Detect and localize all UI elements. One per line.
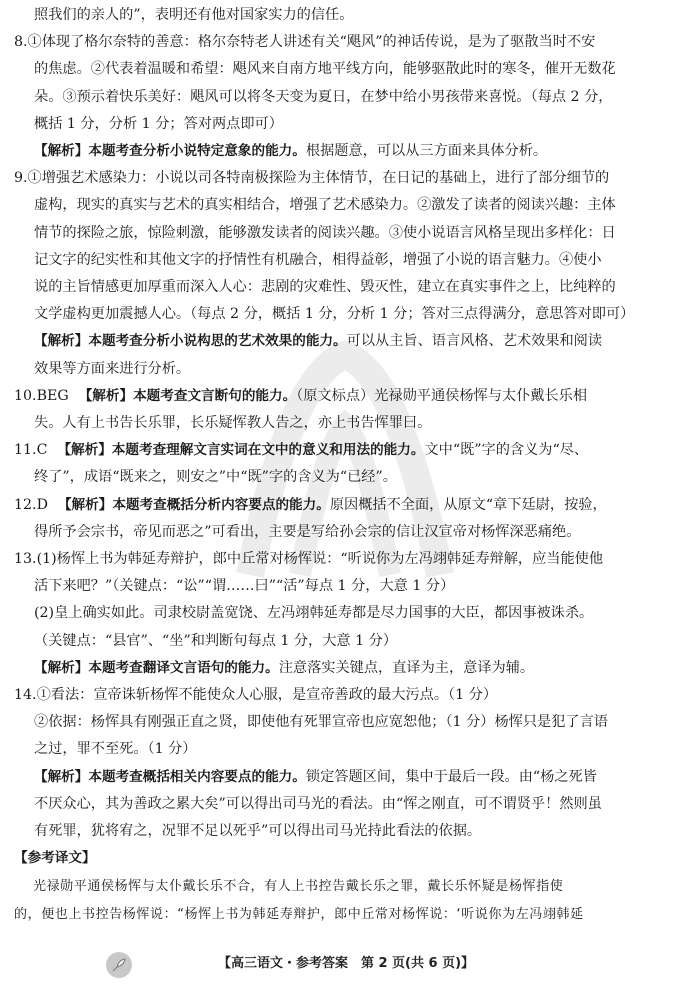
answer-content [14, 2, 674, 929]
analysis-label: 【解析】本题考查分析小说特定意象的能力。 [34, 143, 306, 160]
answer-line: 概括 1 分，分析 1 分；答对两点即可） [34, 115, 283, 132]
analysis-label: 【解析】本题考查分析小说构思的艺术效果的能力。 [34, 333, 347, 350]
answer-line: 记文字的纪实性和其他文字的抒情性有机融合，相得益彰，增强了小说的语言魅力。④使小 [34, 251, 602, 268]
question-10 [14, 383, 674, 410]
answer-choice: D [36, 496, 48, 513]
analysis [14, 138, 674, 165]
answer-line: 朵。③预示着快乐美好：飓风可以将冬天变为夏日，在梦中给小男孩带来喜悦。（每点 2 分， [34, 88, 613, 105]
translation-line: 光禄勋平通侯杨恽与太仆戴长乐不合，有人上书控告戴长乐之罪，戴长乐怀疑是杨恽指使 [14, 878, 564, 894]
page-footer: 【高三语文・参考答案 第 2 页(共 6 页)】 [217, 955, 475, 971]
analysis-text: 根据题意，可以从三方面来具体分析。 [305, 143, 548, 160]
question-number: 13. [14, 551, 37, 568]
analysis-text: 效果等方面来进行分析。 [34, 360, 191, 377]
continued-answer-text: 照我们的亲人的”，表明还有他对国家实力的信任。 [34, 7, 354, 23]
answer-line: 之过，罪不至死。（1 分） [34, 741, 197, 758]
analysis [14, 655, 674, 682]
question-number: 10. [14, 387, 37, 404]
question-number: 11. [14, 442, 37, 459]
analysis-text: 有死罪，犹将宥之，况罪不足以死乎”可以得出司马光持此看法的依据。 [34, 823, 482, 840]
question-11 [14, 437, 674, 464]
answer-choice: C [36, 442, 48, 459]
analysis-text: 终了”，成语“既来之，则安之”中“既”字的含义为“已经”。 [34, 469, 397, 486]
analysis-label: 【解析】本题考查概括分析内容要点的能力。 [57, 496, 330, 513]
analysis-text: 不厌众心，其为善政之累大矣”可以得出司马光的看法。由“恽之刚直，可不谓贤乎！然则虽 [34, 795, 602, 812]
analysis-text: 锁定答题区间，集中于最后一段。由“杨之死皆 [305, 768, 597, 785]
analysis [14, 764, 674, 791]
analysis-text: 得所予会宗书，帝见而恶之”可看出，主要是写给孙会宗的信让汉宣帝对杨恽深恶痛绝。 [34, 523, 581, 540]
question-8 [14, 29, 674, 56]
answer-line: (1)杨恽上书为韩延寿辩护，郎中丘常对杨恽说：“听说你为左冯翊韩延寿辩解，应当能使他 [36, 551, 604, 568]
answer-line: ①体现了格尔奈特的善意：格尔奈特老人讲述有关“飓风”的神话传说，是为了驱散当时不安 [27, 34, 596, 51]
answer-choice: BEG [36, 387, 69, 404]
translation-line: 的，便也上书控告杨恽说：“杨恽上书为韩延寿辩护，郎中丘常对杨恽说：‘听说你为左冯翊韩延 [14, 906, 584, 922]
answer-line: ①增强艺术感染力：小说以司各特南极探险为主体情节，在日记的基础上，进行了部分细节的 [27, 170, 610, 187]
analysis-text: 原因概括不全面，从原文“章下廷尉，按验， [329, 496, 607, 513]
answer-line: 说的主旨情感更加厚重而深入人心：悲剧的灾难性、毁灭性，建立在真实事件之上，比纯粹的 [34, 279, 616, 296]
analysis-text: 失。人有上书告长乐罪，长乐疑恽教人告之，亦上书告恽罪曰。 [34, 415, 432, 432]
analysis-label: 【解析】本题考查理解文言实词在文中的意义和用法的能力。 [57, 442, 425, 459]
analysis-label: 【解析】本题考查翻译文言语句的能力。 [34, 659, 279, 676]
answer-line: 文学虚构更加震撼人心。（每点 2 分，概括 1 分，分析 1 分；答对三点得满分，意思答对即可） [34, 306, 635, 323]
answer-line: （关键点：“县官”、“坐”和判断句每点 1 分，大意 1 分） [34, 632, 398, 649]
answer-line: ①看法：宣帝诛斩杨恽不能使众人心服，是宣帝善政的最大污点。（1 分） [36, 687, 498, 704]
answer-line: (2)皇上确实如此。司隶校尉盖宽饶、左冯翊韩延寿都是尽力国事的大臣，都因事被诛杀。 [34, 605, 594, 622]
answer-line: 活下来吧？”（关键点：“讼”“谓……曰”“活”每点 1 分，大意 1 分） [34, 578, 455, 595]
answer-line: 情节的探险之旅，惊险刺激，能够激发读者的阅读兴趣。③使小说语言风格呈现出多样化：日 [34, 224, 616, 241]
question-number: 8. [14, 34, 28, 51]
question-14 [14, 682, 674, 709]
question-number: 9. [14, 170, 28, 187]
analysis-label: 【解析】本题考查文言断句的能力。 [78, 387, 297, 404]
analysis-text: （原文标点）光禄勋平通侯杨恽与太仆戴长乐相 [296, 387, 588, 404]
answer-line: 虚构，现实的真实与艺术的真实相结合，增强了艺术感染力。②激发了读者的阅读兴趣：主体 [34, 197, 616, 214]
analysis-text: 文中“既”字的含义为“尽、 [424, 442, 589, 459]
answer-line: ②依据：杨恽具有刚强正直之贤，即使他有死罪宣帝也应宽恕他；（1 分）杨恽只是犯了言语 [34, 714, 608, 731]
analysis [14, 328, 674, 355]
analysis-label: 【解析】本题考查概括相关内容要点的能力。 [34, 768, 306, 785]
reference-translation-heading: 【参考译文】 [14, 850, 96, 867]
question-13 [14, 546, 674, 573]
question-9 [14, 165, 674, 192]
answer-line: 的焦虑。②代表着温暖和希望：飓风来自南方地平线方向，能够驱散此时的寒冬，催开无数花 [34, 61, 616, 78]
question-number: 14. [14, 687, 37, 704]
analysis-text: 可以从主旨、语言风格、艺术效果和阅读 [346, 333, 603, 350]
question-12 [14, 492, 674, 519]
analysis-text: 注意落实关键点，直译为主，意译为辅。 [278, 659, 535, 676]
question-number: 12. [14, 496, 37, 513]
